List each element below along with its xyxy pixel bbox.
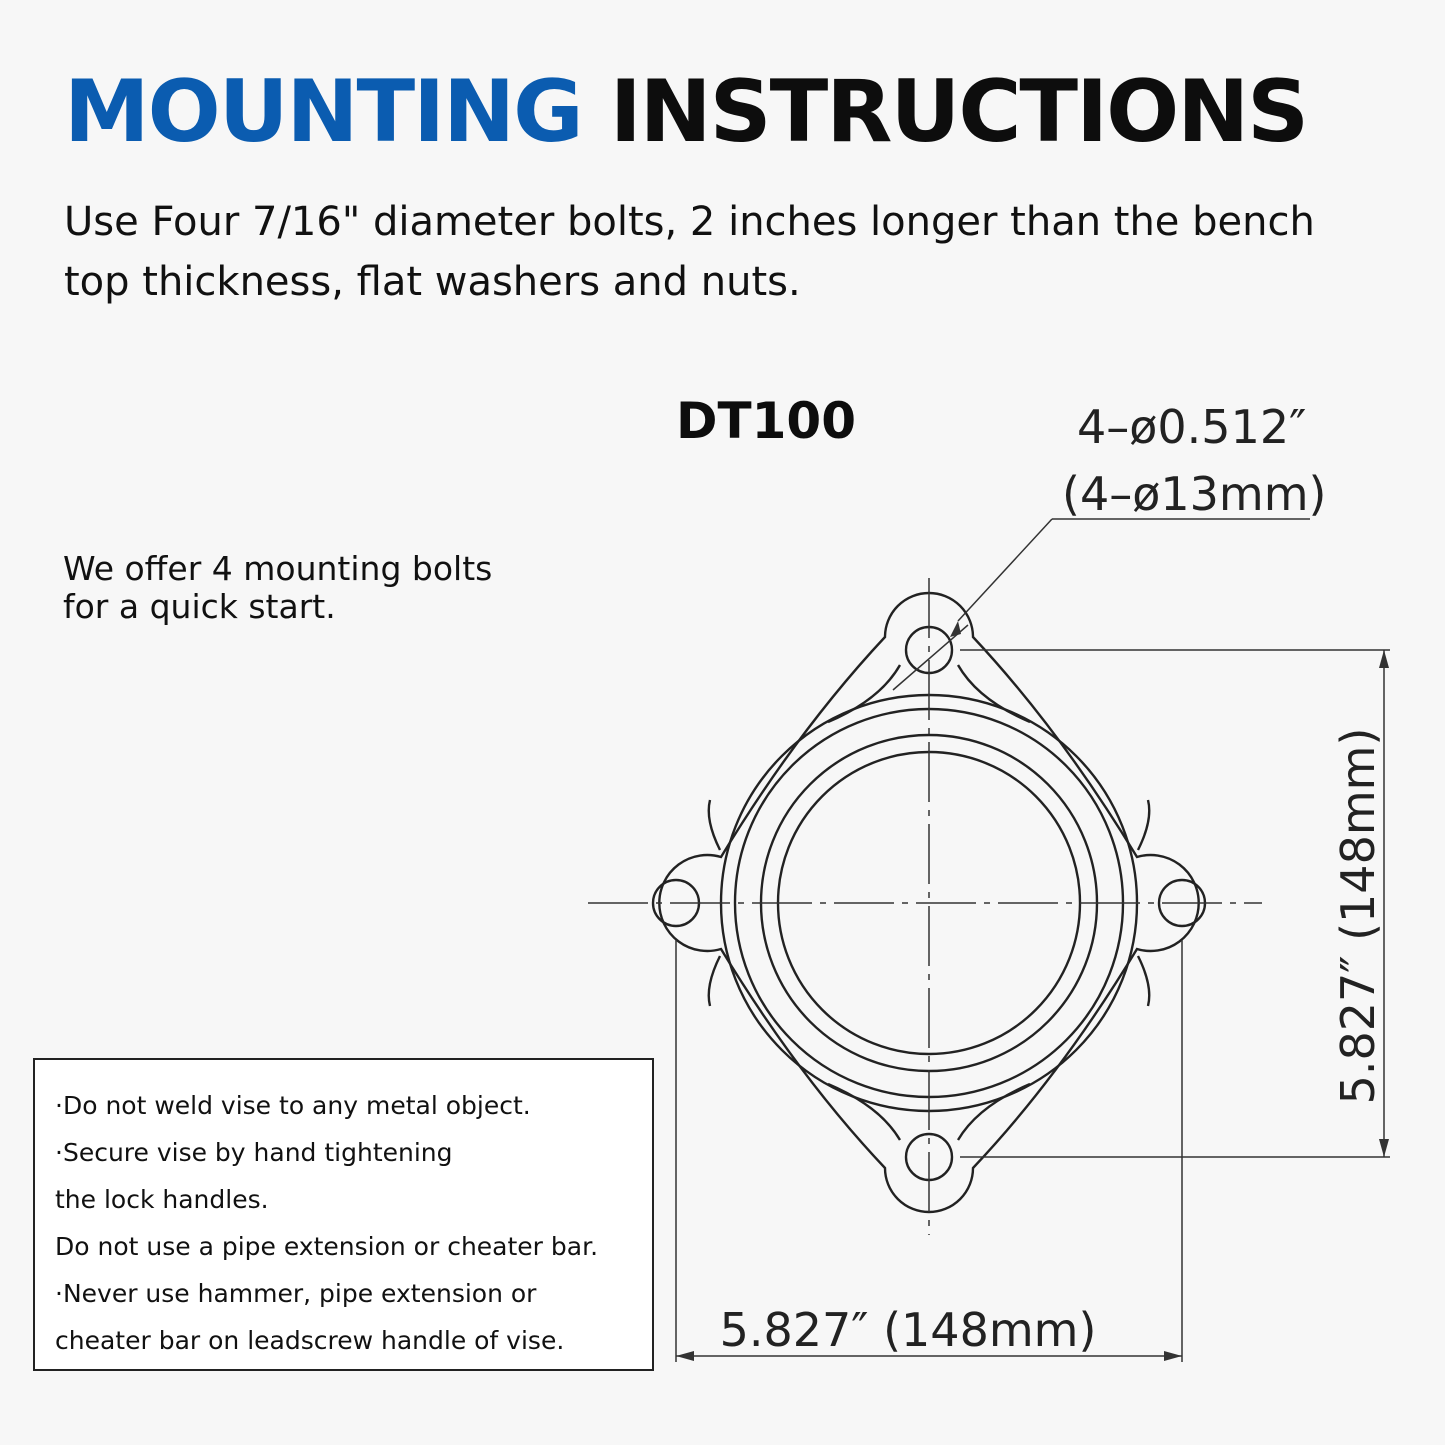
width-dimension-text: 5.827″ (148mm) (719, 1303, 1097, 1357)
lobe-curve (1138, 800, 1149, 850)
note-line: ·Secure vise by hand tightening (55, 1138, 453, 1167)
lobe-curve (709, 956, 720, 1006)
title-mounting: MOUNTING (64, 62, 582, 162)
hole-spec-inch: 4–ø0.512″ (1077, 400, 1307, 454)
note-line: the lock handles. (55, 1185, 269, 1214)
note-line: cheater bar on leadscrew handle of vise. (55, 1326, 565, 1355)
safety-notes-box (33, 1058, 654, 1371)
offer-line-1: We offer 4 mounting bolts (63, 549, 493, 588)
note-line: ·Never use hammer, pipe extension or (55, 1279, 537, 1308)
intro-line-2: top thickness, flat washers and nuts. (64, 259, 801, 305)
lobe-curve (709, 800, 720, 850)
leader-line-diagonal (958, 519, 1052, 621)
height-dimension-text: 5.827″ (148mm) (1331, 727, 1385, 1105)
arrowhead (950, 621, 961, 637)
model-label: DT100 (676, 392, 856, 450)
arrowhead (1379, 1139, 1389, 1157)
arrowhead (676, 1351, 694, 1361)
note-line: ·Do not weld vise to any metal object. (55, 1091, 531, 1120)
offer-line-2: for a quick start. (63, 587, 336, 626)
title-instructions: INSTRUCTIONS (609, 62, 1308, 162)
lobe-curve (1138, 956, 1149, 1006)
note-line: Do not use a pipe extension or cheater bar. (55, 1232, 599, 1261)
intro-line-1: Use Four 7/16" diameter bolts, 2 inches longer than the bench (64, 199, 1315, 245)
arrowhead (1164, 1351, 1182, 1361)
arrowhead (1379, 650, 1389, 668)
hole-spec-mm: (4–ø13mm) (1062, 467, 1327, 521)
